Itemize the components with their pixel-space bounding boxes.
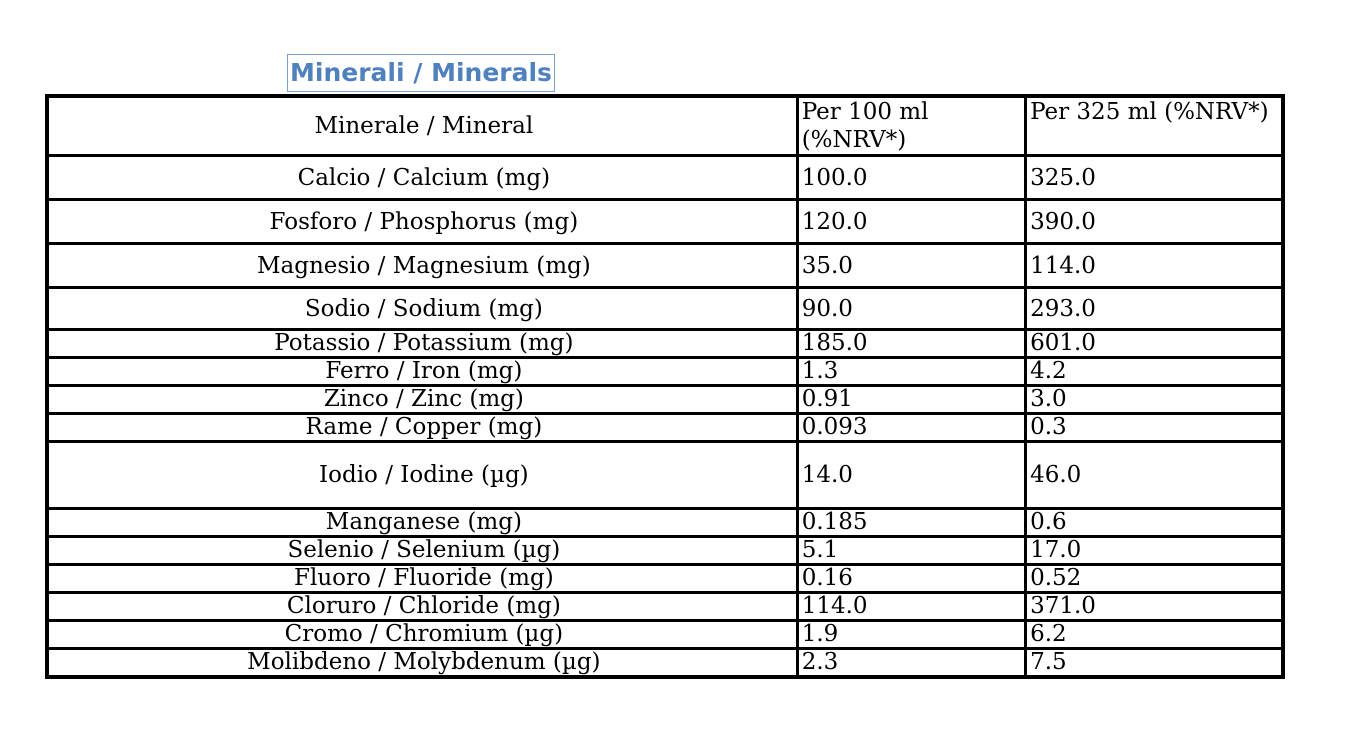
value-per-100ml: 0.185 [797,509,1025,537]
value-per-100ml: 5.1 [797,537,1025,565]
table-row [47,200,1283,244]
value-per-325ml: 0.52 [1026,565,1283,593]
table-row [47,565,1283,593]
table-row [47,649,1283,678]
mineral-name: Calcio / Calcium (mg) [47,156,797,200]
value-per-325ml: 293.0 [1026,288,1283,330]
header-per-100ml: Per 100 ml (%NRV*) [797,96,1025,156]
value-per-100ml: 114.0 [797,593,1025,621]
table-row [47,442,1283,509]
table-row [47,509,1283,537]
mineral-name: Ferro / Iron (mg) [47,358,797,386]
mineral-name: Manganese (mg) [47,509,797,537]
value-per-325ml: 114.0 [1026,244,1283,288]
value-per-325ml: 325.0 [1026,156,1283,200]
value-per-325ml: 371.0 [1026,593,1283,621]
header-per-325ml: Per 325 ml (%NRV*) [1026,96,1283,156]
mineral-name: Magnesio / Magnesium (mg) [47,244,797,288]
value-per-325ml: 390.0 [1026,200,1283,244]
value-per-100ml: 0.91 [797,386,1025,414]
mineral-name: Potassio / Potassium (mg) [47,330,797,358]
value-per-100ml: 0.16 [797,565,1025,593]
mineral-name: Fosforo / Phosphorus (mg) [47,200,797,244]
mineral-name: Cromo / Chromium (µg) [47,621,797,649]
table-row [47,330,1283,358]
value-per-100ml: 100.0 [797,156,1025,200]
value-per-325ml: 46.0 [1026,442,1283,509]
mineral-name: Zinco / Zinc (mg) [47,386,797,414]
value-per-100ml: 0.093 [797,414,1025,442]
table-row [47,537,1283,565]
table-row [47,593,1283,621]
mineral-name: Sodio / Sodium (mg) [47,288,797,330]
table-row [47,288,1283,330]
table-row [47,621,1283,649]
table-row [47,244,1283,288]
table-row [47,386,1283,414]
value-per-325ml: 6.2 [1026,621,1283,649]
table-row [47,358,1283,386]
mineral-name: Selenio / Selenium (µg) [47,537,797,565]
value-per-100ml: 35.0 [797,244,1025,288]
value-per-100ml: 2.3 [797,649,1025,678]
value-per-100ml: 1.3 [797,358,1025,386]
value-per-325ml: 3.0 [1026,386,1283,414]
mineral-name: Rame / Copper (mg) [47,414,797,442]
value-per-325ml: 601.0 [1026,330,1283,358]
table-title: Minerali / Minerals [287,54,555,92]
header-mineral: Minerale / Mineral [47,96,797,156]
value-per-325ml: 0.6 [1026,509,1283,537]
value-per-325ml: 0.3 [1026,414,1283,442]
value-per-100ml: 1.9 [797,621,1025,649]
mineral-name: Cloruro / Chloride (mg) [47,593,797,621]
value-per-325ml: 4.2 [1026,358,1283,386]
value-per-100ml: 185.0 [797,330,1025,358]
value-per-325ml: 17.0 [1026,537,1283,565]
header-row [47,96,1283,156]
table-row [47,414,1283,442]
table-row [47,156,1283,200]
minerals-table [45,94,1285,679]
value-per-100ml: 90.0 [797,288,1025,330]
mineral-name: Molibdeno / Molybdenum (µg) [47,649,797,678]
mineral-name: Iodio / Iodine (µg) [47,442,797,509]
value-per-100ml: 120.0 [797,200,1025,244]
mineral-name: Fluoro / Fluoride (mg) [47,565,797,593]
value-per-325ml: 7.5 [1026,649,1283,678]
value-per-100ml: 14.0 [797,442,1025,509]
